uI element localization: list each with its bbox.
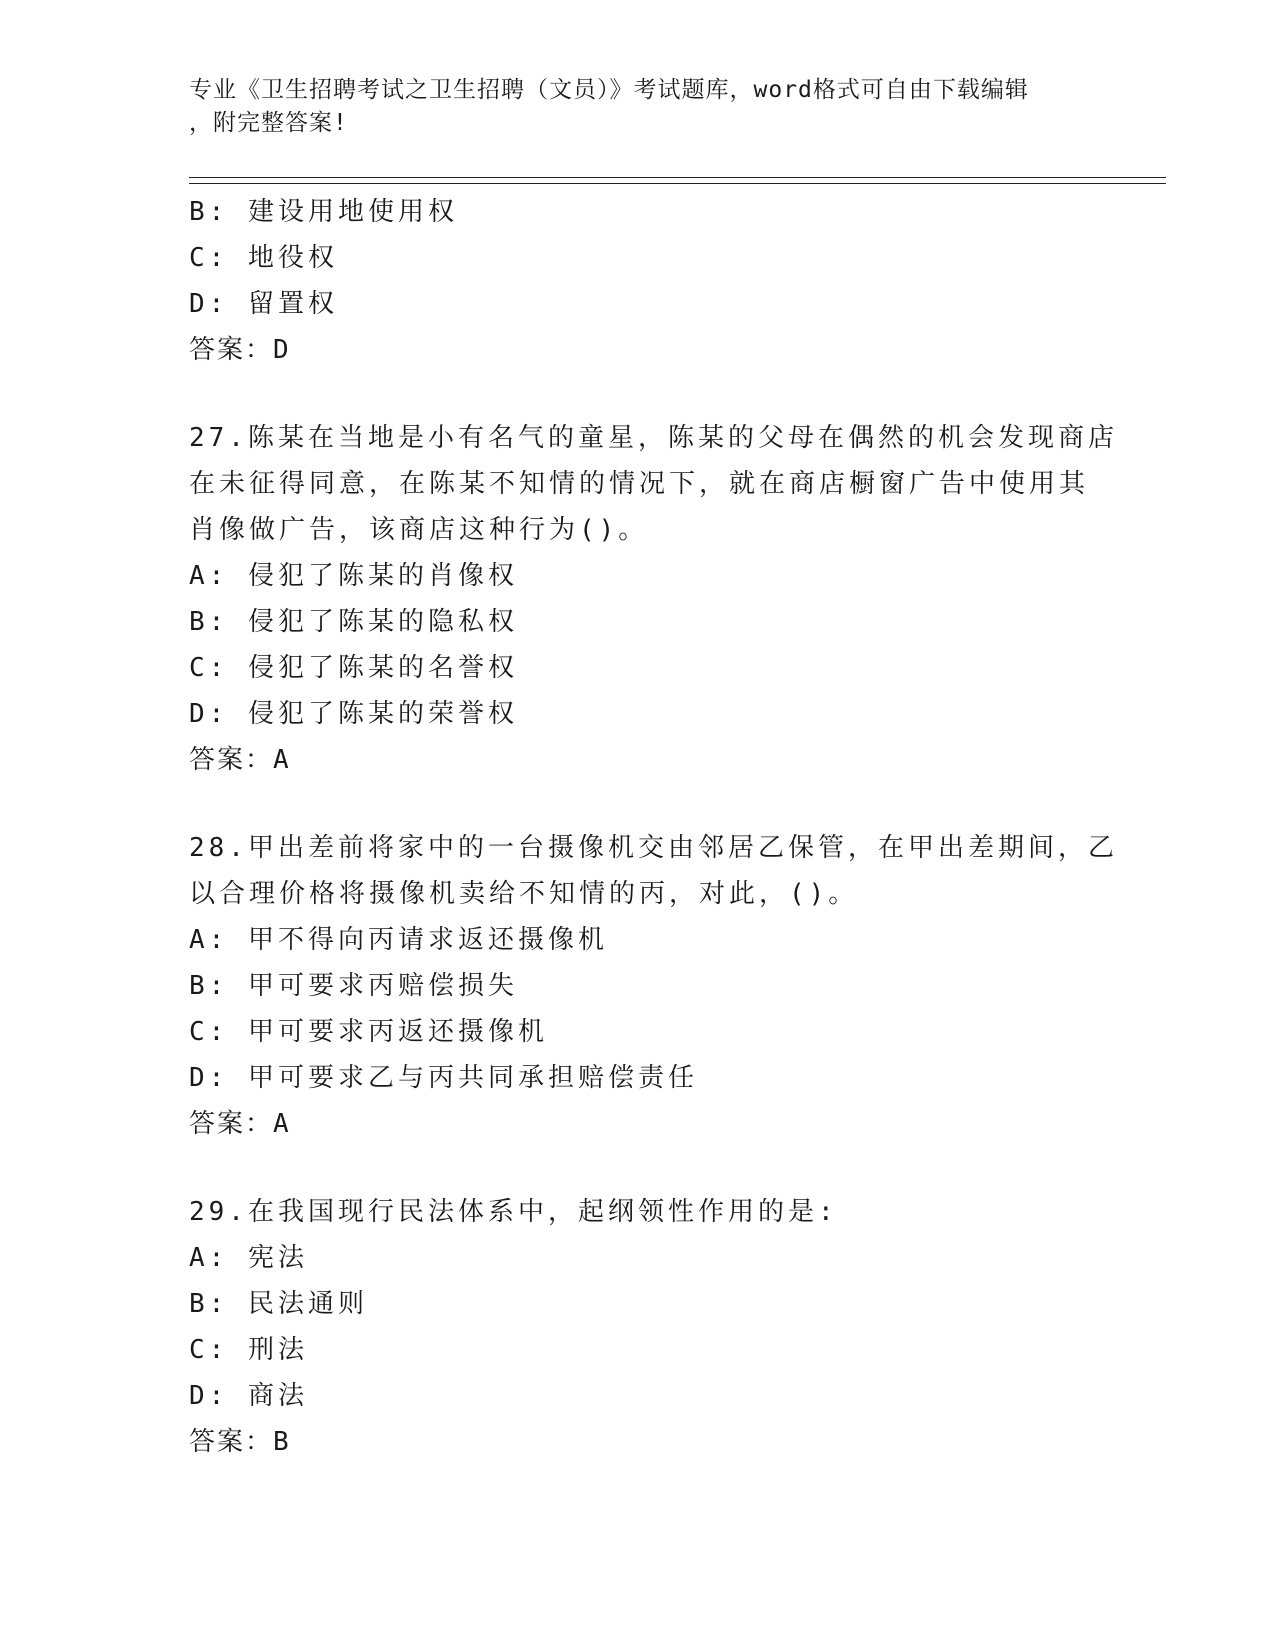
answer-line: 答案：A — [189, 1109, 291, 1139]
option-d: D: 侵犯了陈某的荣誉权 — [189, 699, 518, 729]
header-rule-bottom — [189, 183, 1166, 184]
option-b: B: 甲可要求丙赔偿损失 — [189, 971, 518, 1001]
option-b: B: 建设用地使用权 — [189, 197, 458, 227]
option-a: A: 宪法 — [189, 1243, 308, 1273]
option-a: A: 甲不得向丙请求返还摄像机 — [189, 925, 608, 955]
question-text-line: 27.陈某在当地是小有名气的童星，陈某的父母在偶然的机会发现商店 — [189, 423, 1118, 453]
answer-line: 答案：A — [189, 745, 291, 775]
option-c: C: 地役权 — [189, 243, 338, 273]
option-c: C: 刑法 — [189, 1335, 308, 1365]
question-text-line: 29.在我国现行民法体系中，起纲领性作用的是: — [189, 1197, 838, 1227]
header-line-1: 专业《卫生招聘考试之卫生招聘（文员）》考试题库，word格式可自由下载编辑 — [189, 77, 1029, 103]
question-28 — [189, 825, 1118, 1147]
option-c: C: 侵犯了陈某的名誉权 — [189, 653, 518, 683]
header-rule-top — [189, 177, 1166, 178]
option-a: A: 侵犯了陈某的肖像权 — [189, 561, 518, 591]
question-27 — [189, 415, 1118, 783]
option-d: D: 商法 — [189, 1381, 308, 1411]
answer-line: 答案：D — [189, 335, 291, 365]
option-b: B: 民法通则 — [189, 1289, 368, 1319]
previous-question-tail — [189, 189, 1089, 373]
answer-line: 答案：B — [189, 1427, 291, 1457]
question-text-line: 28.甲出差前将家中的一台摄像机交由邻居乙保管，在甲出差期间，乙 — [189, 833, 1118, 863]
question-text-line: 在未征得同意，在陈某不知情的情况下，就在商店橱窗广告中使用其 — [189, 469, 1090, 499]
option-c: C: 甲可要求丙返还摄像机 — [189, 1017, 548, 1047]
option-d: D: 留置权 — [189, 289, 338, 319]
document-header — [189, 74, 1089, 140]
question-list — [189, 189, 1118, 1465]
question-text-line: 以合理价格将摄像机卖给不知情的丙，对此，()。 — [189, 879, 859, 909]
option-d: D: 甲可要求乙与丙共同承担赔偿责任 — [189, 1063, 698, 1093]
question-29 — [189, 1189, 1089, 1465]
header-line-2: ，附完整答案! — [189, 110, 348, 136]
question-text-line: 肖像做广告，该商店这种行为()。 — [189, 515, 649, 545]
option-b: B: 侵犯了陈某的隐私权 — [189, 607, 518, 637]
